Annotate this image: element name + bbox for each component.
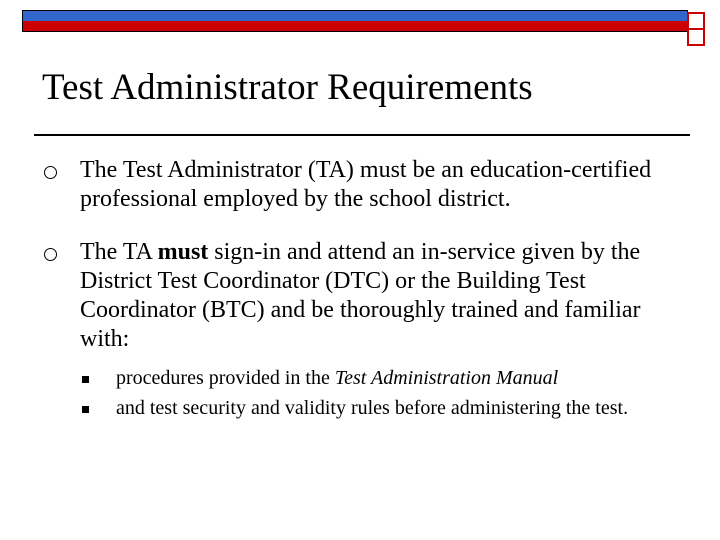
hollow-circle-bullet-icon [44, 248, 57, 261]
emphasis-must: must [157, 239, 209, 265]
square-bullet-icon [82, 376, 89, 383]
header-red-stripe [23, 21, 687, 31]
header-blue-stripe [23, 11, 687, 21]
header-decoration-bar [22, 10, 688, 32]
sub-bullet-text [116, 366, 676, 390]
square-bullet-icon [82, 406, 89, 413]
bullet-text: The Test Administrator (TA) must be an education-certified professional employed by the school district. [80, 157, 652, 212]
title-divider [34, 134, 690, 136]
manual-title: Test Administration Manual [334, 367, 559, 389]
slide-title: Test Administrator Requirements [42, 67, 533, 108]
bullet-text-lead: The TA [80, 239, 158, 265]
corner-square-bottom [687, 28, 705, 46]
sub-bullet-text: and test security and validity rules before administering the test. [116, 397, 629, 419]
bullet-text-rest: sign-in and attend an in-service given by the District Test Coordinator (DTC) or the Building Test Coordinator (BTC) and be thoroughly trained and familiar with: [80, 239, 641, 352]
sub-bullet-lead: procedures provided in the [116, 367, 335, 389]
bullet-text [80, 238, 690, 354]
hollow-circle-bullet-icon [44, 166, 57, 179]
